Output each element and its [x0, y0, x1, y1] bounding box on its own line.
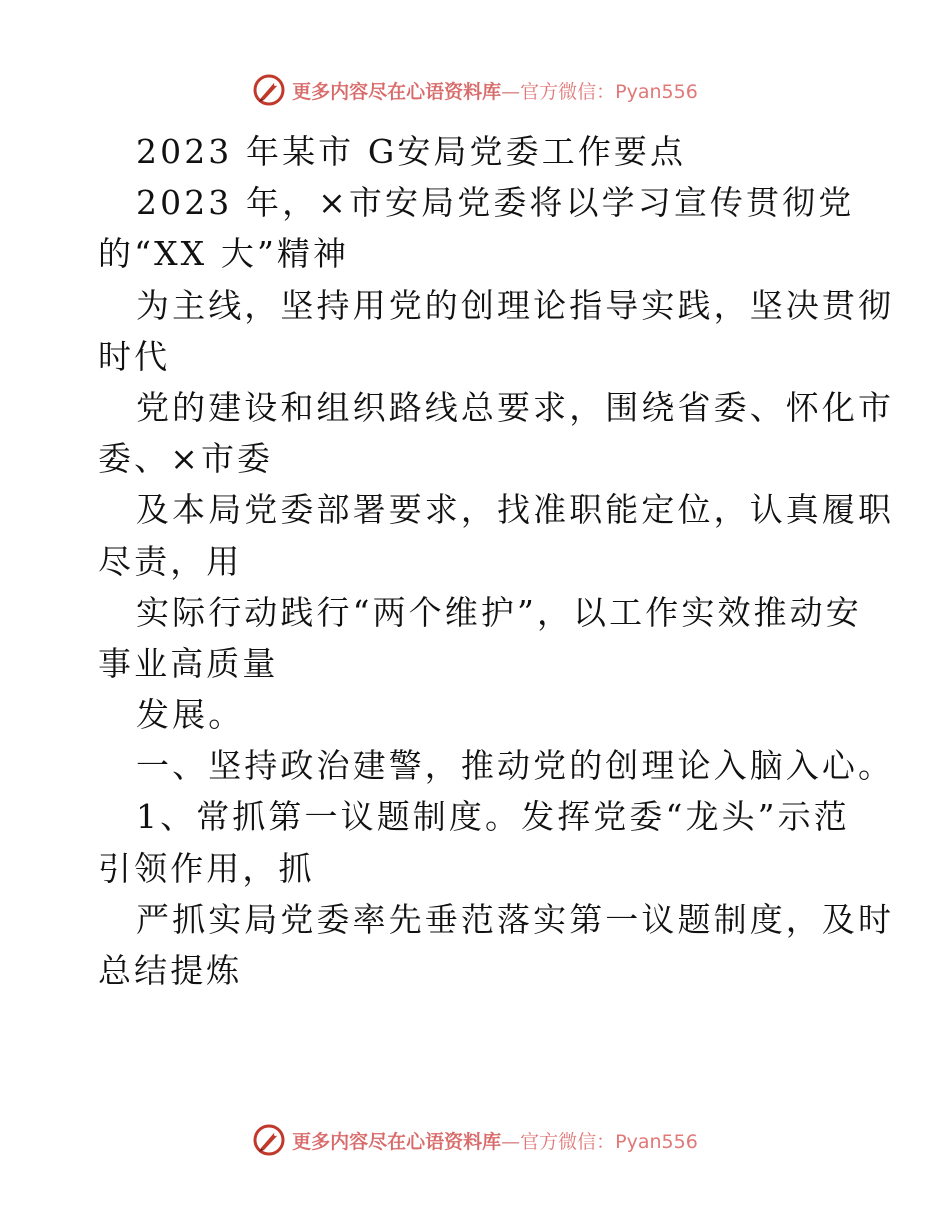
text-line: 的“XX 大”精神	[98, 234, 350, 274]
text-line: 党的建设和组织路线总要求，围绕省委、怀化市	[136, 387, 895, 427]
text-line: 事业高质量	[98, 643, 279, 683]
text-line: 2023 年，×市安局党委将以学习宣传贯彻党	[136, 183, 855, 223]
text-line: 实际行动践行“两个维护”，以工作实效推动安	[136, 592, 862, 632]
watermark-text: 更多内容尽在心语资料库—官方微信：Pyan556	[292, 80, 698, 103]
text-line: 委、×市委	[98, 439, 274, 479]
watermark-banner-top	[0, 70, 950, 110]
text-line: 及本局党委部署要求，找准职能定位，认真履职	[136, 490, 895, 530]
text-line: 严抓实局党委率先垂范落实第一议题制度，及时	[136, 899, 895, 939]
text-line: 总结提炼	[98, 951, 243, 990]
text-line: 为主线，坚持用党的创理论指导实践，坚决贯彻	[136, 285, 895, 325]
pen-logo-icon	[252, 73, 286, 107]
text-line: 1、常抓第一议题制度。发挥党委“龙头”示范	[136, 797, 850, 837]
document-body	[98, 126, 895, 996]
pen-logo-icon	[252, 1123, 286, 1157]
text-line: 发展。	[136, 695, 245, 735]
document-title: 2023 年某市 G安局党委工作要点	[136, 132, 687, 171]
text-line: 时代	[98, 336, 171, 376]
section-heading: 一、坚持政治建警，推动党的创理论入脑入心。	[136, 746, 895, 786]
watermark-banner-bottom	[0, 1120, 950, 1160]
text-line: 引领作用，抓	[98, 848, 315, 888]
text-line: 尽责，用	[98, 541, 243, 581]
watermark-text: 更多内容尽在心语资料库—官方微信：Pyan556	[292, 1130, 698, 1153]
